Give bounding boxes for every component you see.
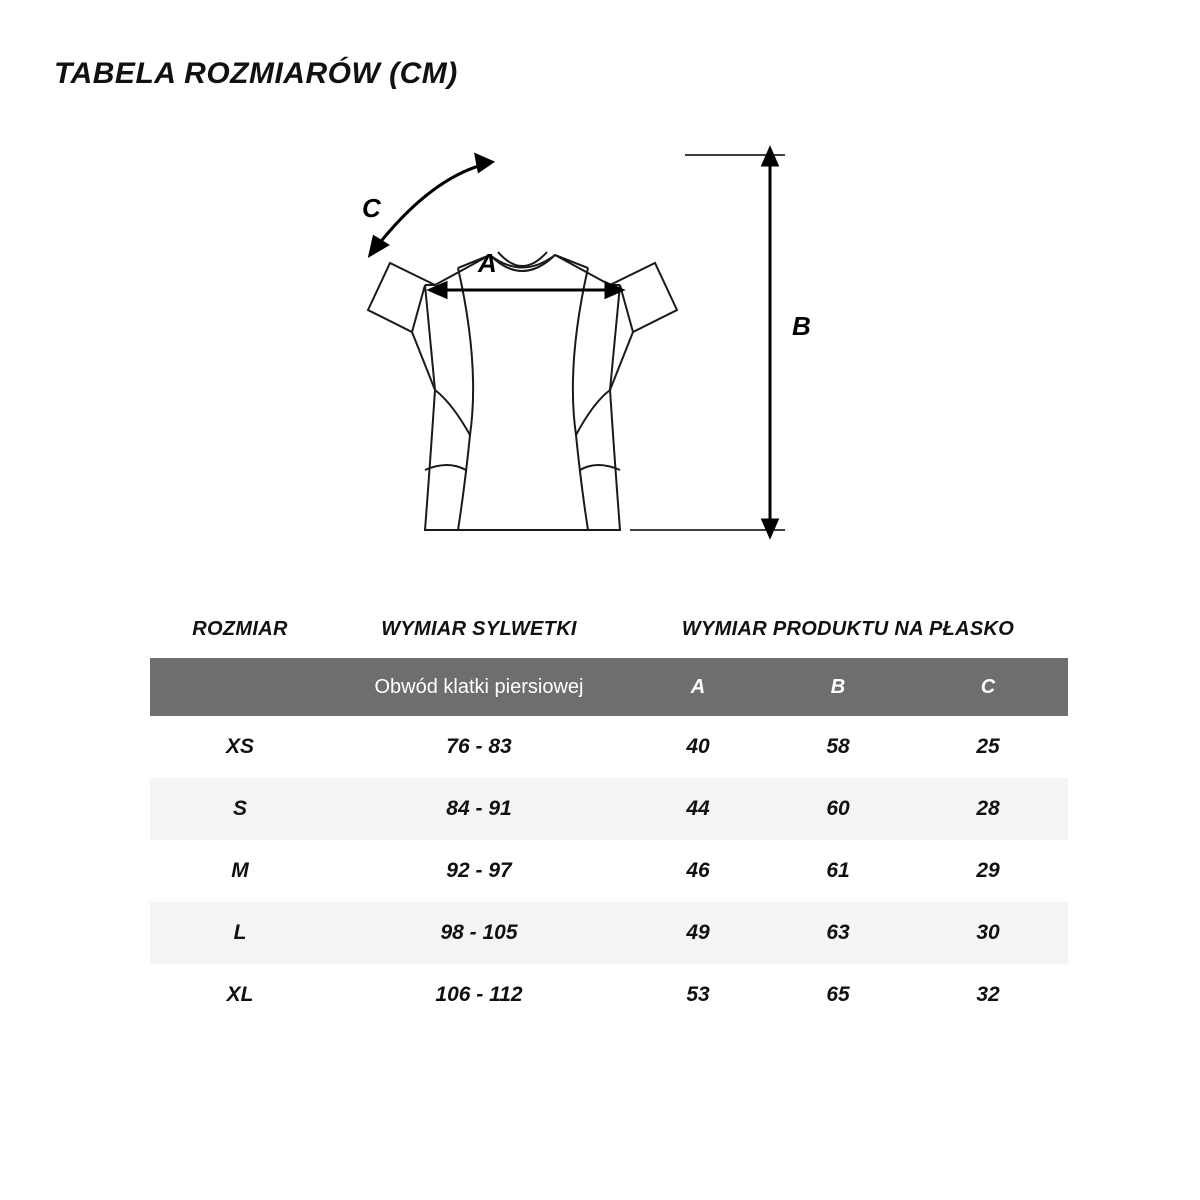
table-row bbox=[150, 778, 1068, 840]
measure-arrow-c bbox=[370, 155, 492, 255]
group-header-size: ROZMIAR bbox=[150, 600, 330, 658]
table-row bbox=[150, 964, 1068, 1026]
group-header-flat: WYMIAR PRODUKTU NA PŁASKO bbox=[628, 600, 1068, 658]
cell-a: 49 bbox=[628, 902, 768, 964]
sub-header-chest: Obwód klatki piersiowej bbox=[330, 658, 628, 716]
cell-size: L bbox=[150, 902, 330, 964]
tshirt-illustration bbox=[368, 252, 677, 530]
cell-b: 58 bbox=[768, 716, 908, 778]
table-body bbox=[150, 716, 1068, 1026]
cell-c: 32 bbox=[908, 964, 1068, 1026]
cell-a: 53 bbox=[628, 964, 768, 1026]
measure-arrow-a bbox=[430, 283, 622, 297]
page-title: TABELA ROZMIARÓW (CM) bbox=[54, 57, 458, 90]
sub-header-size bbox=[150, 658, 330, 716]
cell-chest: 98 - 105 bbox=[330, 902, 628, 964]
cell-b: 60 bbox=[768, 778, 908, 840]
cell-c: 30 bbox=[908, 902, 1068, 964]
cell-size: S bbox=[150, 778, 330, 840]
cell-a: 44 bbox=[628, 778, 768, 840]
cell-chest: 92 - 97 bbox=[330, 840, 628, 902]
table-row bbox=[150, 902, 1068, 964]
cell-chest: 84 - 91 bbox=[330, 778, 628, 840]
cell-c: 25 bbox=[908, 716, 1068, 778]
cell-b: 63 bbox=[768, 902, 908, 964]
cell-c: 28 bbox=[908, 778, 1068, 840]
table-sub-header-row bbox=[150, 658, 1068, 716]
label-b: B bbox=[792, 311, 811, 341]
tshirt-diagram bbox=[330, 135, 870, 555]
cell-size: M bbox=[150, 840, 330, 902]
sub-header-b: B bbox=[768, 658, 908, 716]
cell-c: 29 bbox=[908, 840, 1068, 902]
table-row bbox=[150, 840, 1068, 902]
table-group-header-row bbox=[150, 600, 1068, 658]
label-c: C bbox=[362, 193, 381, 223]
sub-header-a: A bbox=[628, 658, 768, 716]
cell-chest: 76 - 83 bbox=[330, 716, 628, 778]
cell-a: 40 bbox=[628, 716, 768, 778]
label-a: A bbox=[478, 248, 497, 278]
cell-a: 46 bbox=[628, 840, 768, 902]
cell-size: XS bbox=[150, 716, 330, 778]
cell-chest: 106 - 112 bbox=[330, 964, 628, 1026]
measure-arrow-b bbox=[630, 149, 785, 536]
size-table-container bbox=[150, 600, 1068, 1026]
cell-b: 61 bbox=[768, 840, 908, 902]
size-table bbox=[150, 600, 1068, 1026]
cell-size: XL bbox=[150, 964, 330, 1026]
cell-b: 65 bbox=[768, 964, 908, 1026]
group-header-body: WYMIAR SYLWETKI bbox=[330, 600, 628, 658]
table-row bbox=[150, 716, 1068, 778]
sub-header-c: C bbox=[908, 658, 1068, 716]
